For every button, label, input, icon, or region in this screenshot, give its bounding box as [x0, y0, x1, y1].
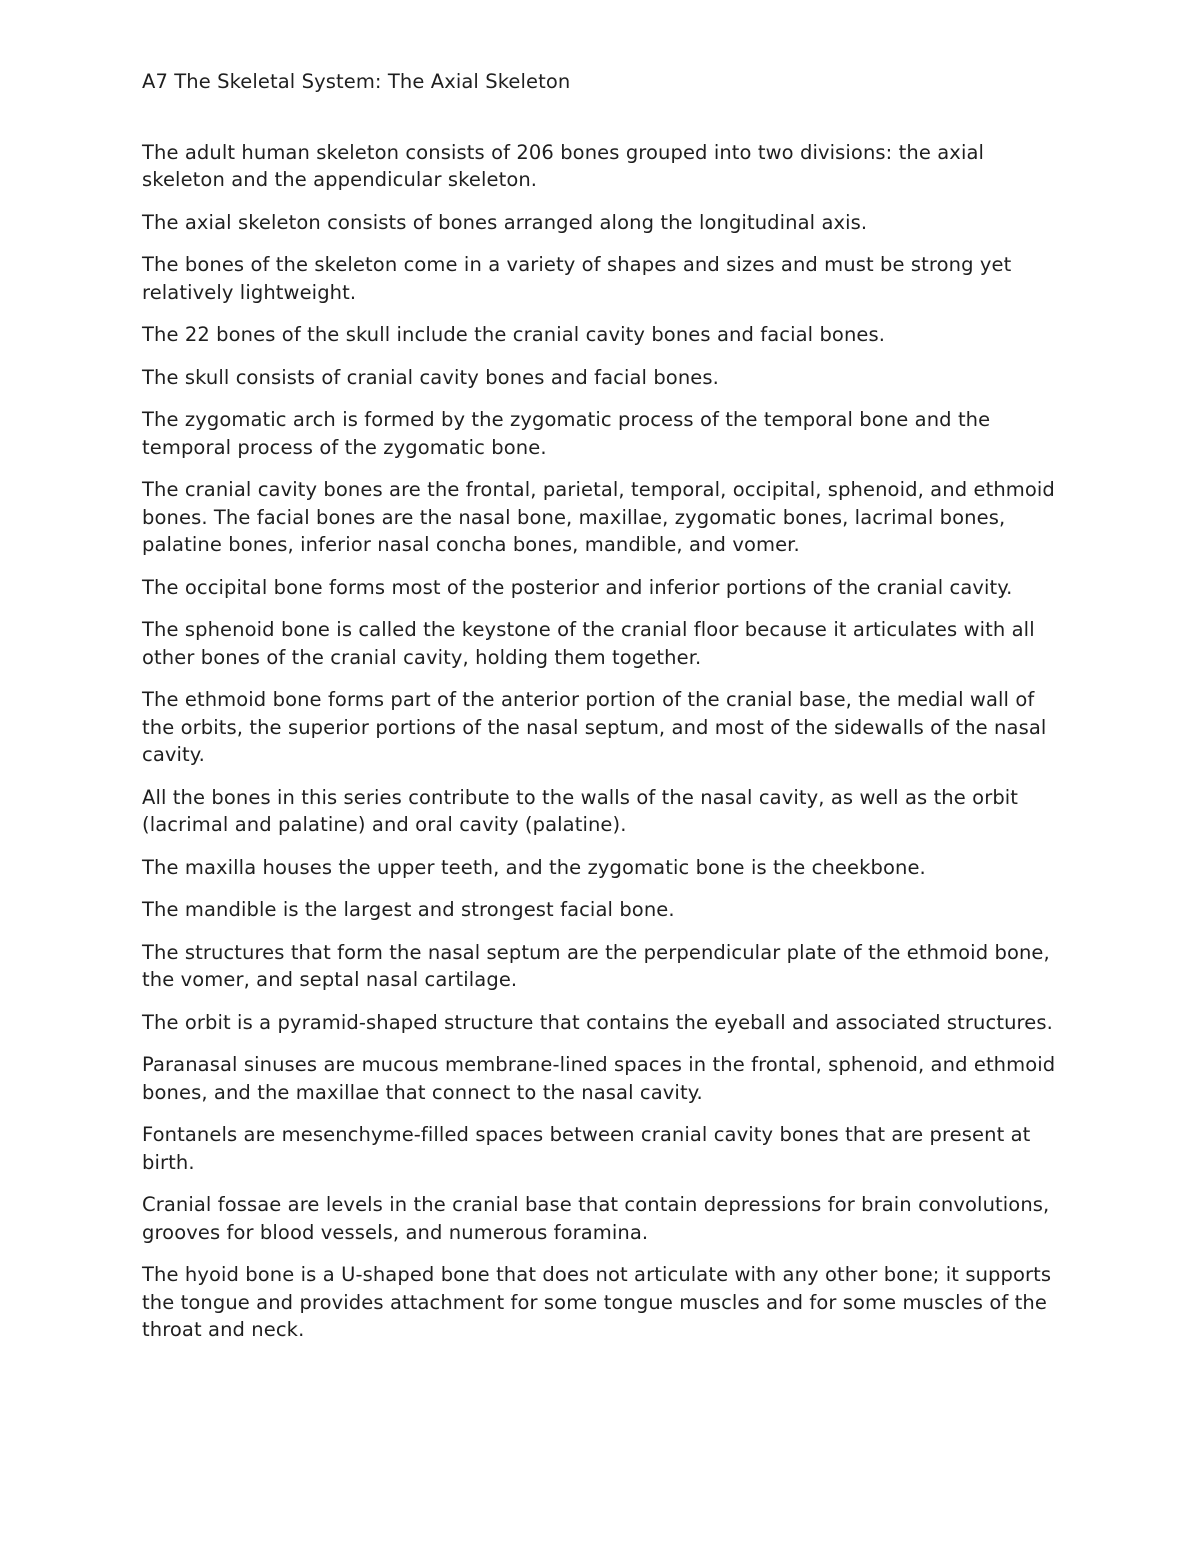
paragraph: Fontanels are mesenchyme-filled spaces between cranial cavity bones that are present at birth. [142, 1123, 1031, 1174]
paragraph: The mandible is the largest and strongest facial bone. [142, 898, 675, 921]
paragraph: The 22 bones of the skull include the cranial cavity bones and facial bones. [142, 323, 886, 346]
paragraph: The zygomatic arch is formed by the zygomatic process of the temporal bone and the temporal process of the zygomatic bone. [142, 408, 991, 459]
paragraph: The sphenoid bone is called the keystone of the cranial floor because it articulates with all other bones of the cranial cavity, holding them together. [142, 618, 1035, 669]
paragraph: The ethmoid bone forms part of the anterior portion of the cranial base, the medial wall of the orbits, the superior portions of the nasal septum, and most of the sidewalls of the nasal cavity. [142, 688, 1047, 766]
paragraph: The orbit is a pyramid-shaped structure that contains the eyeball and associated structures. [142, 1010, 1053, 1034]
paragraph: The bones of the skeleton come in a variety of shapes and sizes and must be strong yet relatively lightweight. [142, 253, 1012, 304]
paragraph: The occipital bone forms most of the posterior and inferior portions of the cranial cavity. [142, 575, 1013, 599]
paragraph: The structures that form the nasal septum are the perpendicular plate of the ethmoid bone, the vomer, and septal nasal cartilage. [142, 940, 1050, 991]
paragraph: The axial skeleton consists of bones arranged along the longitudinal axis. [142, 210, 868, 234]
paragraph: The hyoid bone is a U-shaped bone that does not articulate with any other bone; it supports the tongue and provides attachment for some tongue muscles and for some muscles of the throat and neck. [142, 1263, 1052, 1341]
paragraph: The cranial cavity bones are the frontal, parietal, temporal, occipital, sphenoid, and ethmoid bones. The facial bones are the nasal bone, maxillae, zygomatic bones, lacrimal bones, palatine bones, inferior nasal concha bones, mandible, and vomer. [142, 478, 1055, 556]
document-page [142, 68, 1060, 1359]
paragraph: All the bones in this series contribute to the walls of the nasal cavity, as well as the orbit (lacrimal and palatine) and oral cavity (palatine). [142, 785, 1019, 836]
paragraph: Cranial fossae are levels in the cranial base that contain depressions for brain convolutions, grooves for blood vessels, and numerous foramina. [142, 1193, 1050, 1244]
document-title: A7 The Skeletal System: The Axial Skeleton [142, 70, 571, 93]
paragraph: The maxilla houses the upper teeth, and the zygomatic bone is the cheekbone. [142, 855, 926, 879]
paragraph: The skull consists of cranial cavity bones and facial bones. [142, 365, 719, 389]
paragraph: The adult human skeleton consists of 206 bones grouped into two divisions: the axial skeleton and the appendicular skeleton. [142, 140, 985, 191]
paragraph: Paranasal sinuses are mucous membrane-lined spaces in the frontal, sphenoid, and ethmoid bones, and the maxillae that connect to the nasal cavity. [142, 1053, 1056, 1104]
